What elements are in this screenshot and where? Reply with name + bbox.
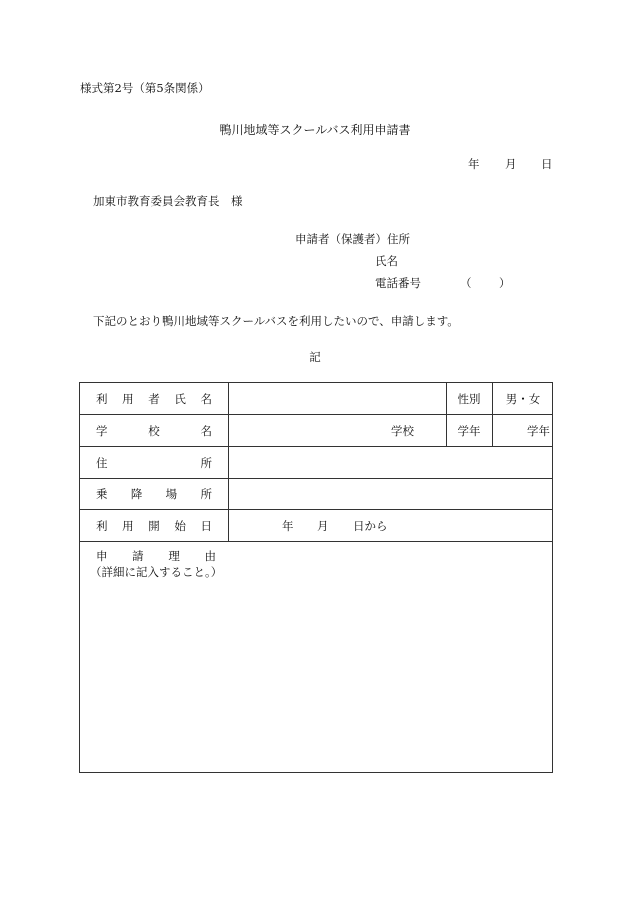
row-school xyxy=(80,415,552,447)
row-boarding-place xyxy=(80,479,552,510)
grade-field[interactable]: 学年 xyxy=(527,423,550,438)
form-number: 様式第2号（第5条関係） xyxy=(80,81,210,95)
addressee: 加東市教育委員会教育長 様 xyxy=(93,194,243,208)
date-month: 月 xyxy=(505,157,517,171)
application-table xyxy=(79,382,553,773)
reason-note: （詳細に記入すること。） xyxy=(90,565,223,579)
date-day: 日 xyxy=(541,157,553,171)
row-reason[interactable] xyxy=(80,542,552,772)
boarding-place-field[interactable] xyxy=(229,479,554,509)
date-year: 年 xyxy=(468,157,480,171)
reason-label: 申 請 理 由 xyxy=(96,549,216,563)
boarding-place-label: 乗 降 場 所 xyxy=(96,487,212,501)
row-start-date xyxy=(80,510,552,542)
start-date-label: 利 用 開 始 日 xyxy=(96,518,212,533)
ki-heading: 記 xyxy=(309,350,321,364)
form-title: 鴨川地域等スクールバス利用申請書 xyxy=(219,123,411,137)
start-month: 月 xyxy=(317,518,329,533)
row-user-name xyxy=(80,383,552,415)
phone-paren-close: ） xyxy=(499,276,511,290)
start-day: 日から xyxy=(353,518,388,533)
user-name-field[interactable] xyxy=(229,383,445,414)
row-address xyxy=(80,447,552,479)
phone-paren-open: （ xyxy=(460,276,472,290)
applicant-name-label: 氏名 xyxy=(375,254,398,268)
address-label: 住 所 xyxy=(96,455,212,470)
school-label: 学 校 名 xyxy=(96,423,212,438)
body-text: 下記のとおり鴨川地域等スクールバスを利用したいので、申請します。 xyxy=(93,314,459,328)
school-field[interactable]: 学校 xyxy=(391,423,414,438)
gender-label: 性別 xyxy=(457,391,481,406)
start-year: 年 xyxy=(282,518,294,533)
gender-value[interactable]: 男・女 xyxy=(505,391,541,406)
applicant-address-label: 申請者（保護者）住所 xyxy=(295,232,410,246)
user-name-label: 利 用 者 氏 名 xyxy=(96,391,212,406)
start-date-field[interactable] xyxy=(229,510,554,541)
address-field[interactable] xyxy=(229,447,554,478)
applicant-phone-label: 電話番号 xyxy=(375,276,421,290)
grade-label: 学年 xyxy=(457,423,481,438)
